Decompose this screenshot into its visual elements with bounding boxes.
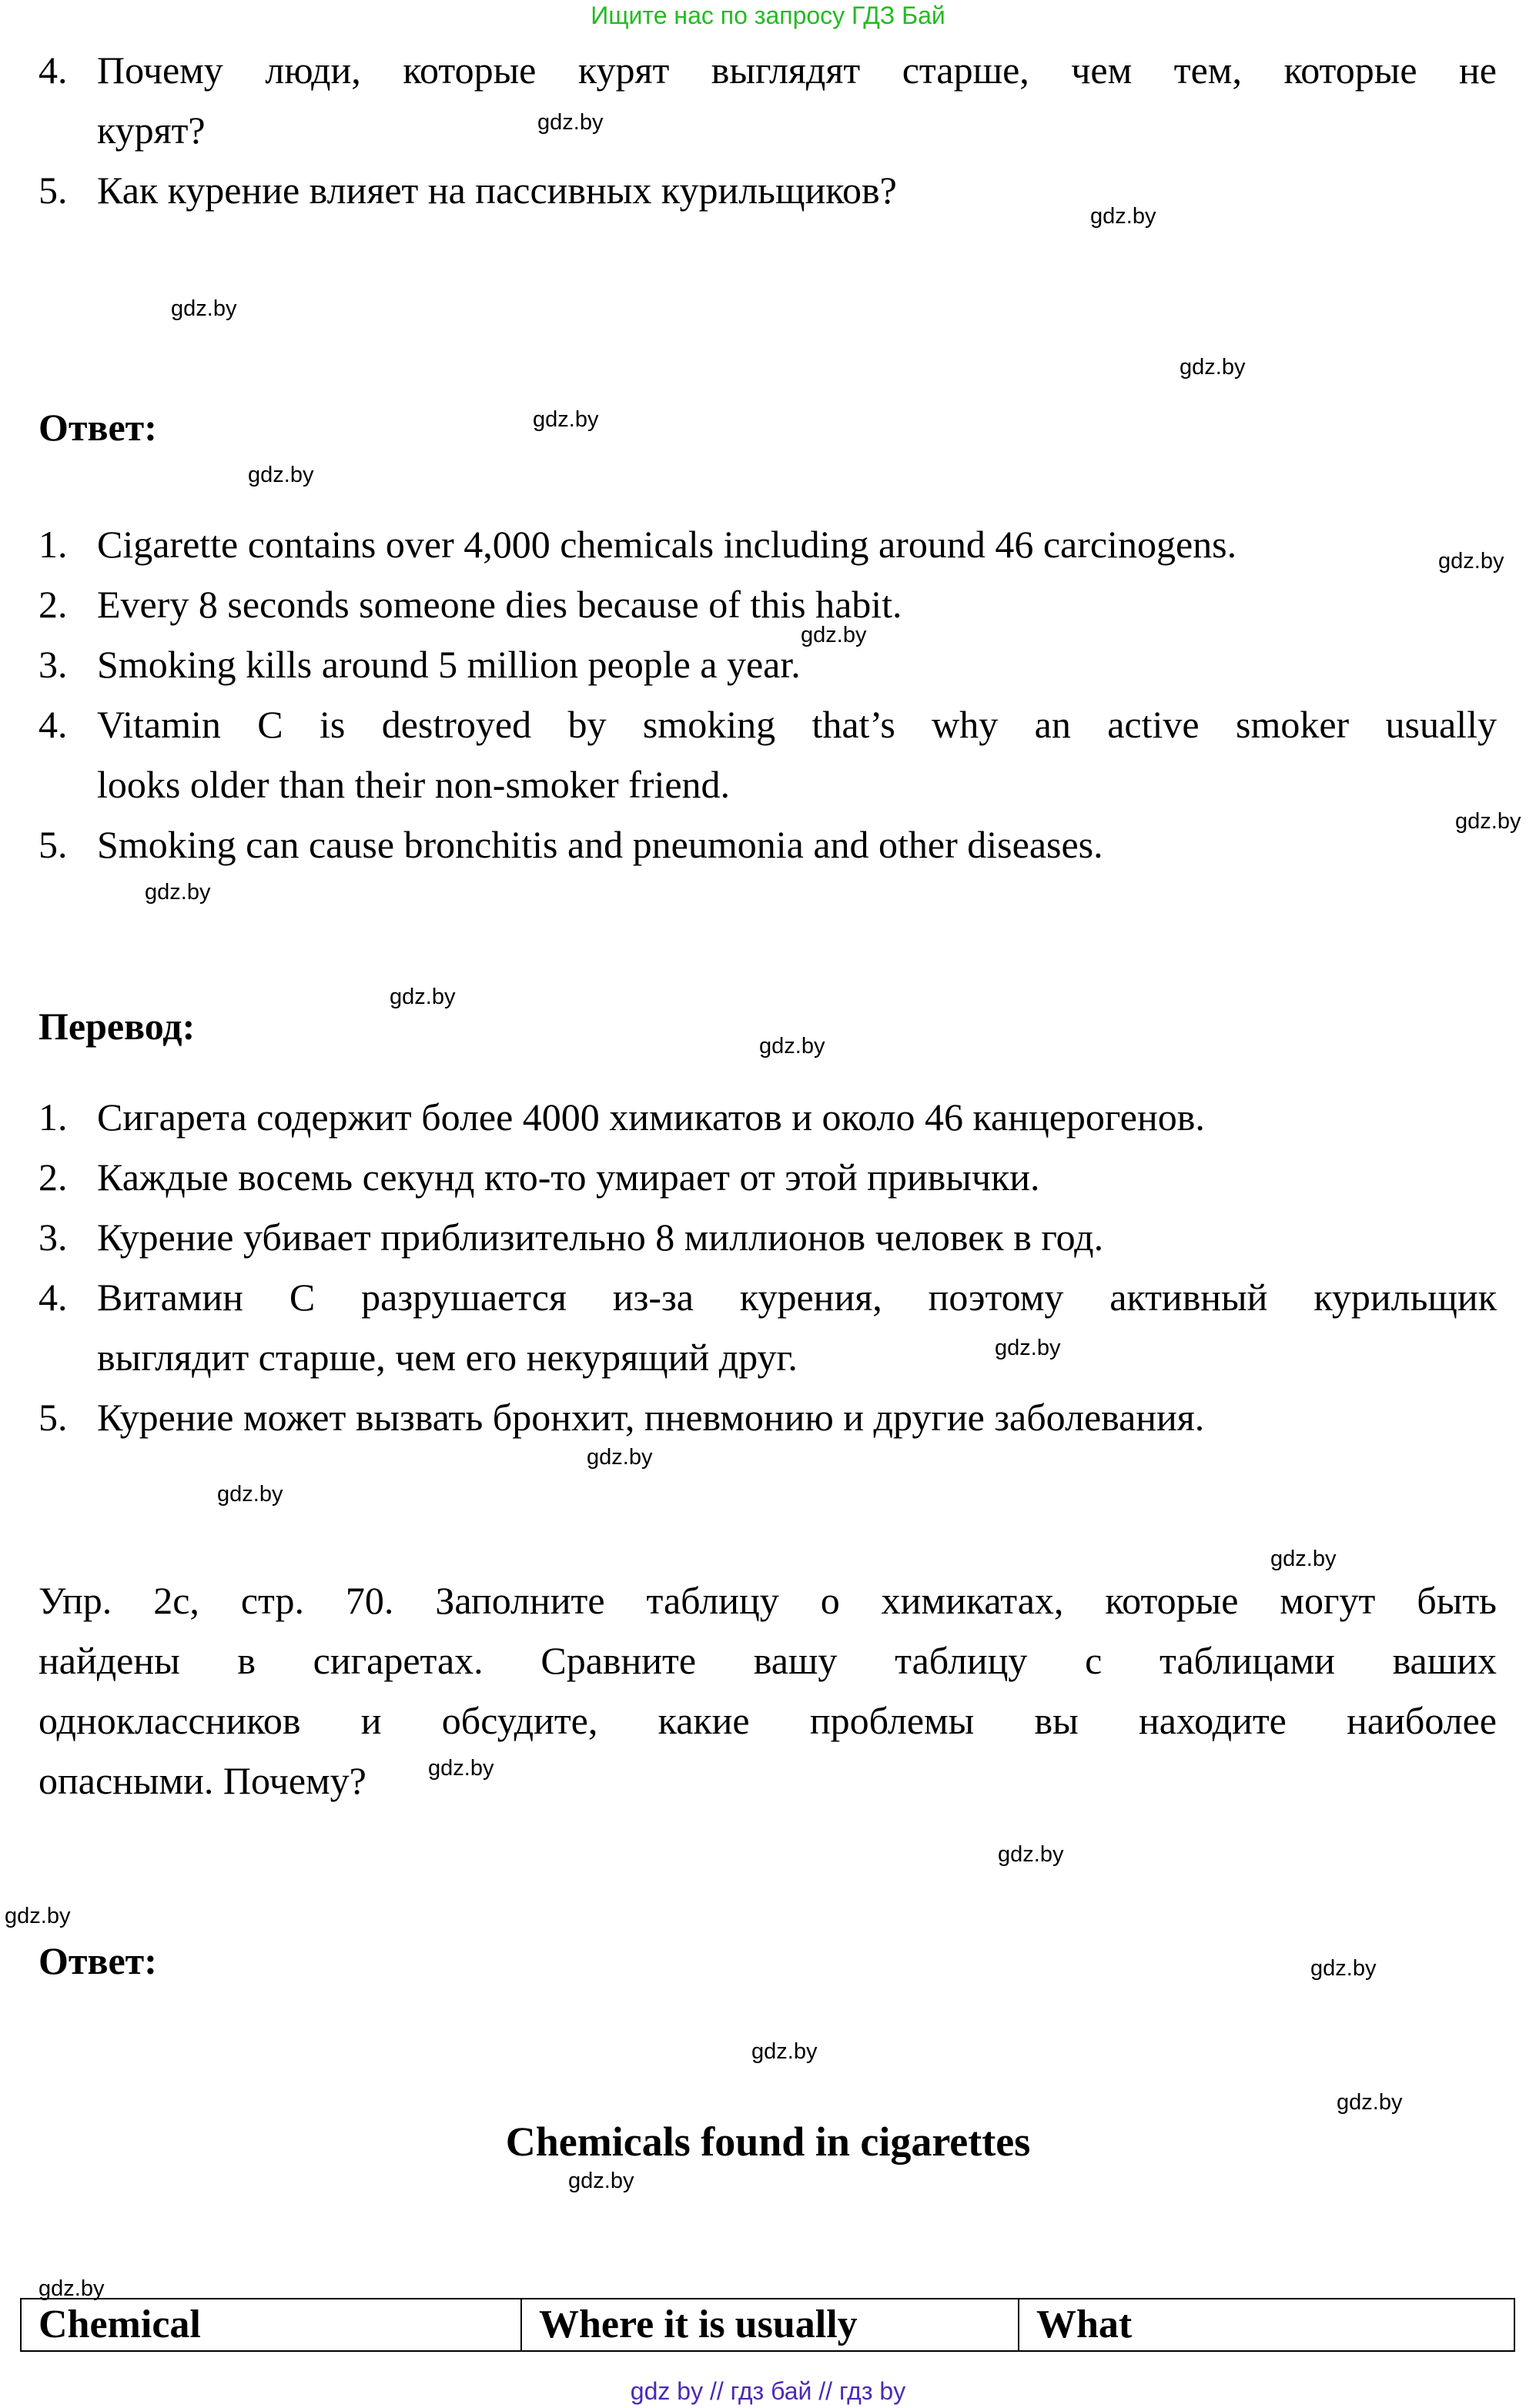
site-header-link[interactable]: Ищите нас по запросу ГДЗ Бай xyxy=(591,2,945,29)
watermark: gdz.by xyxy=(998,1842,1064,1867)
watermark: gdz.by xyxy=(1090,204,1156,229)
answer-text-line: Vitamin C is destroyed by smoking that’s why an active smoker usually xyxy=(97,703,1497,746)
item-number: 5. xyxy=(38,169,68,212)
watermark: gdz.by xyxy=(171,296,237,321)
table-header-what: What xyxy=(1036,2303,1133,2346)
item-number: 4. xyxy=(38,1276,68,1319)
translation-text-line: Каждые восемь секунд кто-то умирает от этой привычки. xyxy=(97,1156,1040,1199)
watermark: gdz.by xyxy=(145,880,211,905)
item-number: 1. xyxy=(38,523,68,566)
item-number: 3. xyxy=(38,1216,68,1259)
watermark: gdz.by xyxy=(390,985,456,1009)
watermark: gdz.by xyxy=(759,1034,825,1059)
answer-text-line: Smoking can cause bronchitis and pneumonia and other diseases. xyxy=(97,823,1103,866)
watermark: gdz.by xyxy=(587,1445,653,1470)
answer-text-line: Every 8 seconds someone dies because of this habit. xyxy=(97,583,902,626)
translation-text-line: Курение может вызвать бронхит, пневмонию и другие заболевания. xyxy=(97,1396,1205,1439)
answer-text-line: Cigarette contains over 4,000 chemicals including around 46 carcinogens. xyxy=(97,523,1237,566)
exercise-line: Упр. 2с, стр. 70. Заполните таблицу о химикатах, которые могут быть xyxy=(38,1579,1497,1622)
item-number: 4. xyxy=(38,48,68,92)
translation-text-line: Курение убивает приблизительно 8 миллионов человек в год. xyxy=(97,1216,1104,1259)
item-number: 2. xyxy=(38,583,68,626)
watermark: gdz.by xyxy=(1455,809,1521,834)
translation-text-line: выглядит старше, чем его некурящий друг. xyxy=(97,1336,798,1379)
watermark: gdz.by xyxy=(1180,355,1246,380)
question-text-line: Почему люди, которые курят выглядят старше, чем тем, которые не xyxy=(97,48,1497,92)
watermark: gdz.by xyxy=(248,463,314,487)
watermark: gdz.by xyxy=(1337,2090,1403,2115)
site-footer-link[interactable]: gdz by // гдз бай // гдз by xyxy=(630,2377,906,2405)
watermark: gdz.by xyxy=(537,110,604,135)
item-number: 2. xyxy=(38,1156,68,1199)
watermark: gdz.by xyxy=(1438,549,1504,574)
table-header-where: Where it is usually xyxy=(522,2299,1019,2350)
chemicals-table xyxy=(20,2298,1515,2352)
exercise-line: опасными. Почему? xyxy=(38,1759,366,1802)
watermark: gdz.by xyxy=(5,1904,71,1928)
translation-text-line: Сигарета содержит более 4000 химикатов и около 46 канцерогенов. xyxy=(97,1095,1205,1139)
exercise-line: одноклассников и обсудите, какие проблемы вы находите наиболее xyxy=(38,1699,1497,1742)
table-title: Chemicals found in cigarettes xyxy=(505,2119,1031,2165)
watermark: gdz.by xyxy=(1270,1547,1337,1571)
item-number: 4. xyxy=(38,703,68,746)
question-text-line: Как курение влияет на пассивных курильщиков? xyxy=(97,169,897,212)
watermark: gdz.by xyxy=(1310,1956,1377,1981)
question-text-line: курят? xyxy=(97,109,206,152)
translation-heading: Перевод: xyxy=(38,1005,196,1048)
watermark: gdz.by xyxy=(801,623,867,647)
answer-text-line: Smoking kills around 5 million people a year. xyxy=(97,643,801,686)
item-number: 5. xyxy=(38,1396,68,1439)
watermark: gdz.by xyxy=(38,2276,105,2301)
item-number: 5. xyxy=(38,823,68,866)
item-number: 3. xyxy=(38,643,68,686)
exercise-line: найдены в сигаретах. Сравните вашу таблицу с таблицами ваших xyxy=(38,1639,1497,1682)
exercise-paragraph xyxy=(38,1570,1497,1811)
watermark: gdz.by xyxy=(533,407,599,432)
watermark: gdz.by xyxy=(428,1756,494,1781)
answer-heading: Ответ: xyxy=(38,406,157,449)
answer-heading-2: Ответ: xyxy=(38,1939,157,1982)
watermark: gdz.by xyxy=(751,2039,818,2064)
item-number: 1. xyxy=(38,1095,68,1139)
watermark: gdz.by xyxy=(217,1482,283,1507)
watermark: gdz.by xyxy=(995,1336,1061,1360)
translation-text-line: Витамин С разрушается из-за курения, поэтому активный курильщик xyxy=(97,1276,1497,1319)
table-header-chemical: Chemical xyxy=(22,2299,522,2350)
watermark: gdz.by xyxy=(568,2169,634,2193)
answer-text-line: looks older than their non-smoker friend. xyxy=(97,763,731,806)
